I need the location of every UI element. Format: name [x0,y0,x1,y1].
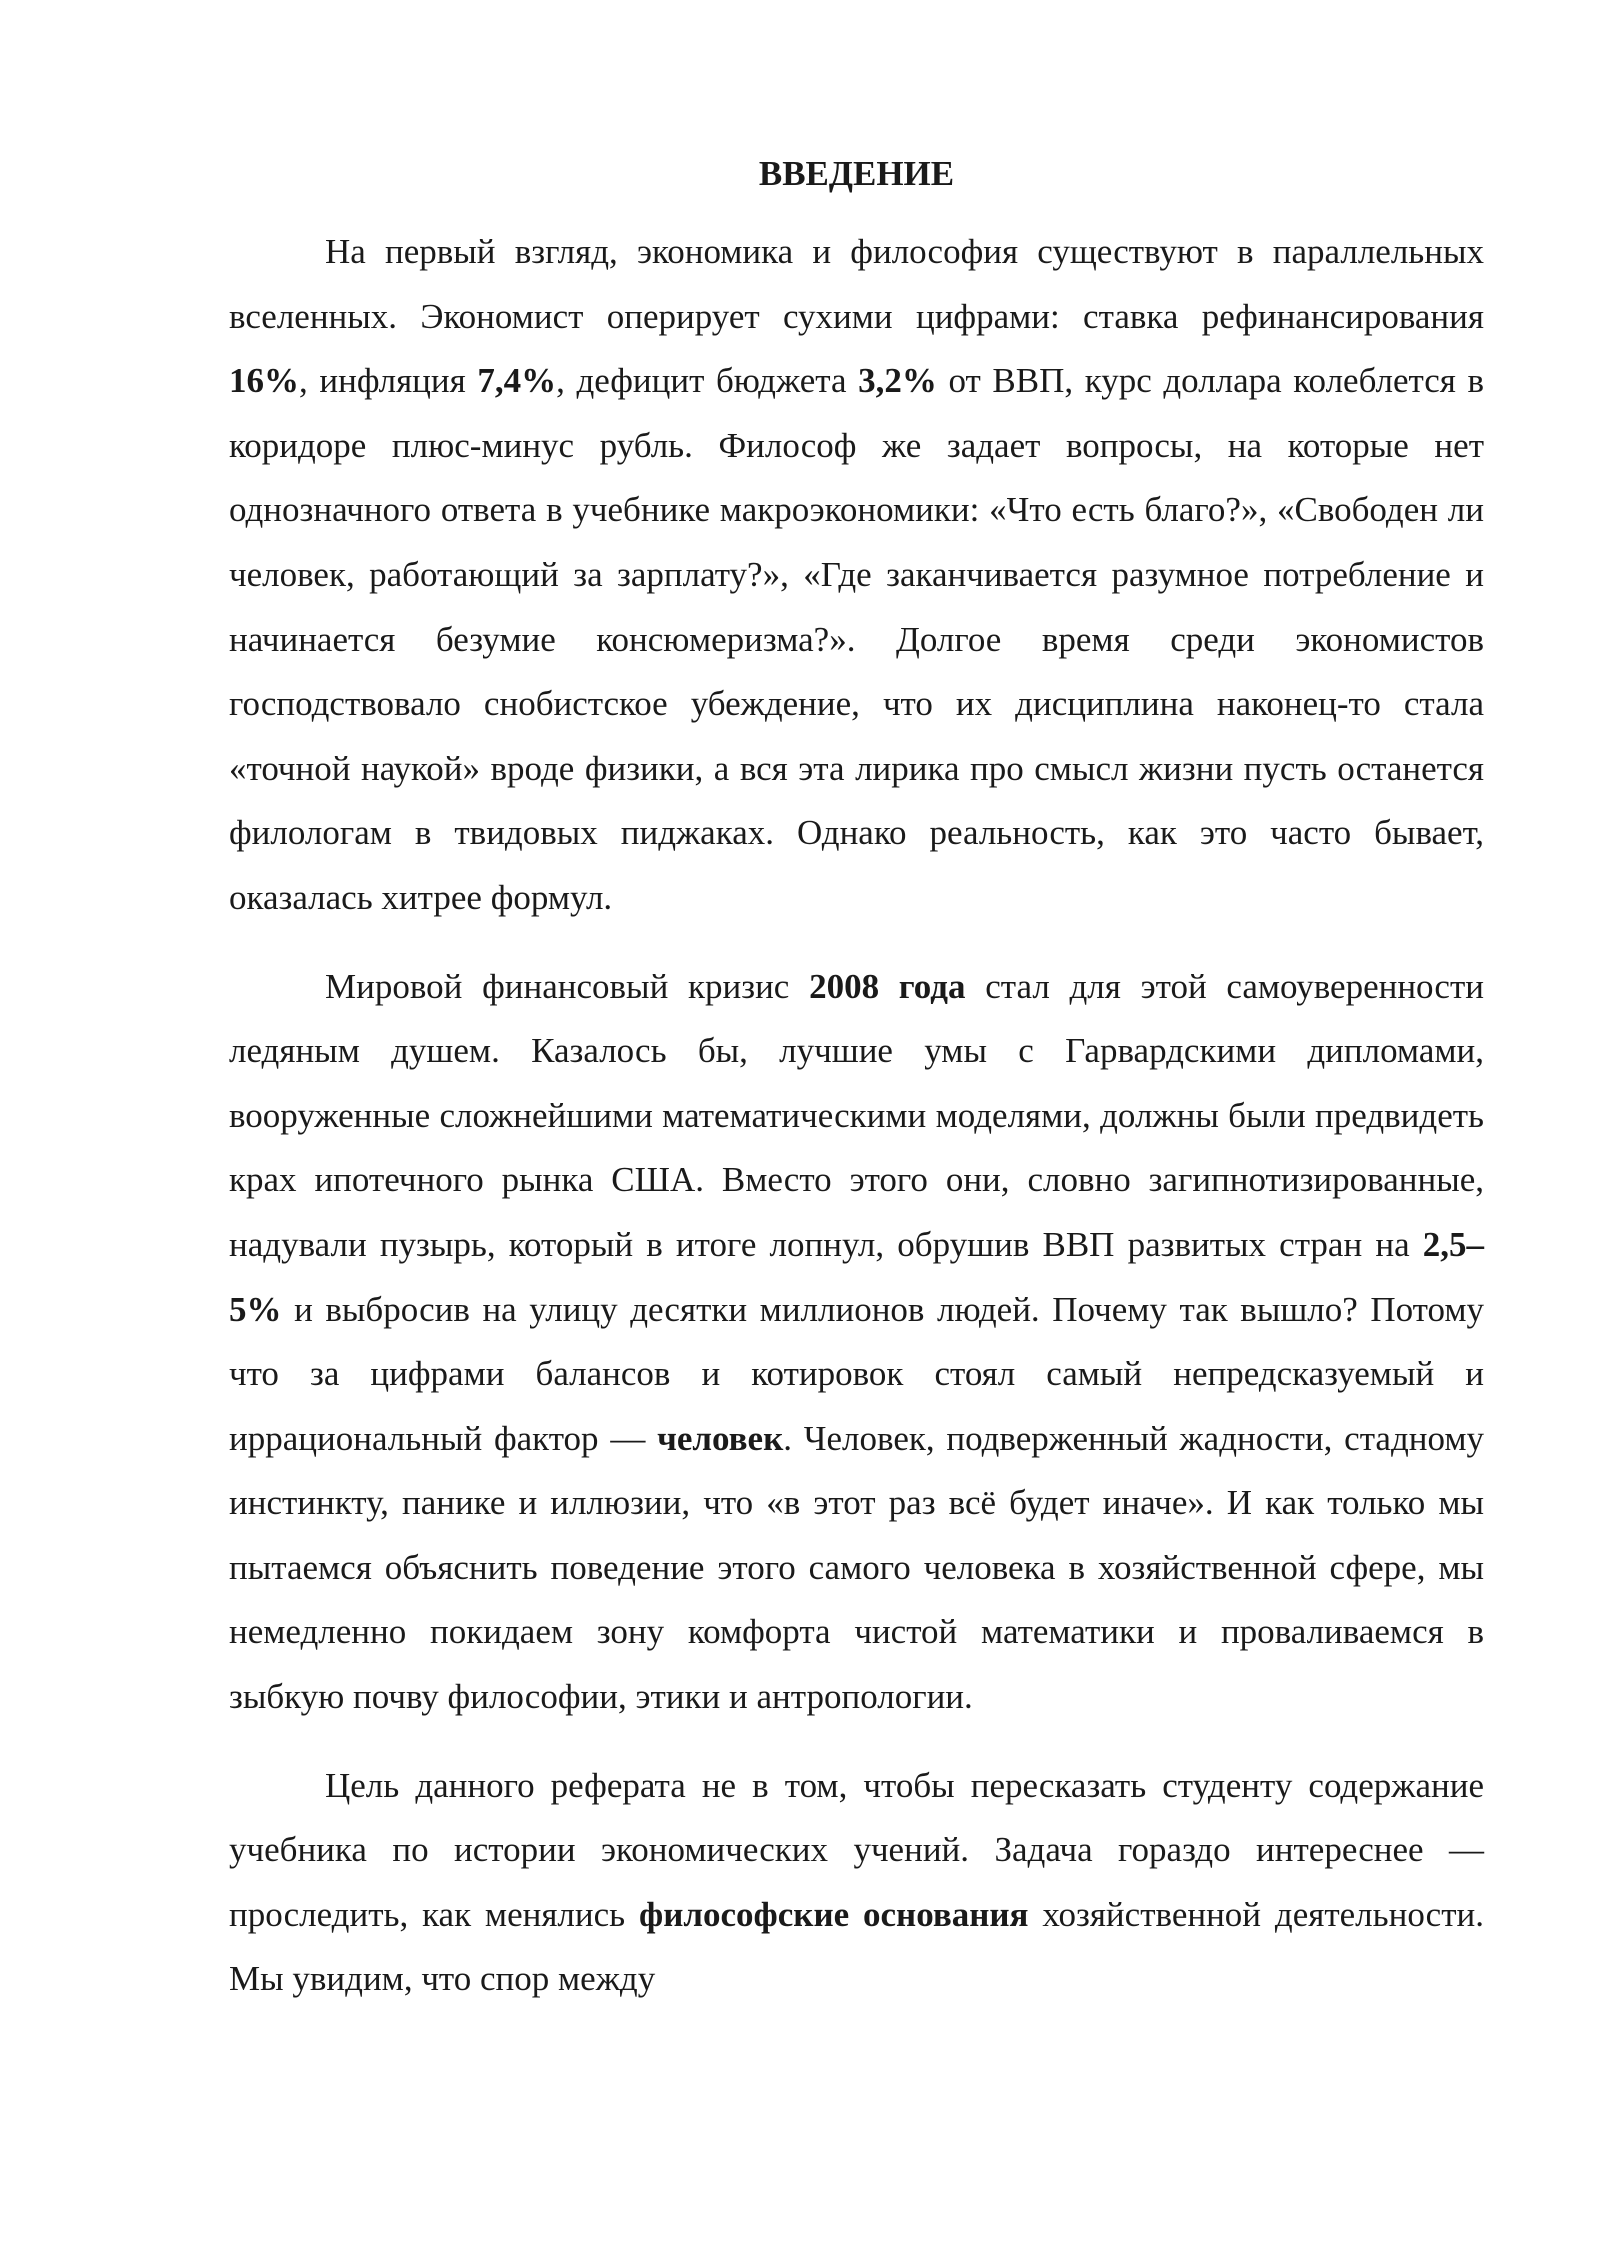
bold-phrase: философские основания [638,1894,1029,1934]
bold-figure: 2,5–5% [229,1224,1484,1329]
paragraph-3 [229,1754,1484,2012]
text-segment: от ВВП, курс доллара колеблется в коридоре плюс-минус рубль. Философ же задает вопросы, на которые нет однозначного ответа в учебнике макроэкономики: «Что есть благо?», «Свободен ли человек, работающий за зарплату?», «Где заканчивается разумное потребление и начинается безумие консюмеризма?». Долгое время среди экономистов господствовало снобистское убеждение, что их дисциплина наконец-то стала «точной наукой» вроде физики, а вся эта лирика про смысл жизни пусть останется филологам в твидовых пиджаках. Однако реальность, как это часто бывает, оказалась хитрее формул. [229,361,1484,917]
text-segment: Мировой финансовый кризис [325,966,810,1006]
paragraph-1 [229,220,1484,931]
bold-phrase: 2008 года [809,966,966,1006]
bold-figure: 7,4% [477,361,557,401]
text-segment: стал для этой самоуверенности ледяным душем. Казалось бы, лучшие умы с Гарвардскими дипломами, вооруженные сложнейшими математическими моделями, должны были предвидеть крах ипотечного рынка США. Вместо этого они, словно загипнотизированные, надували пузырь, который в итоге лопнул, обрушив ВВП развитых стран на [229,966,1484,1264]
text-segment: , дефицит бюджета [556,361,859,401]
document-title: ВВЕДЕНИЕ [758,154,955,193]
paragraph-2 [229,955,1484,1730]
text-segment: Цель данного реферата не в том, чтобы пересказать студенту содержание учебника по истории экономических учений. Задача гораздо интереснее — проследить, как менялись [229,1765,1484,1934]
text-segment: хозяйственной деятельности. Мы увидим, что спор между [229,1894,1484,1999]
text-segment: . Человек, подверженный жадности, стадному инстинкту, панике и иллюзии, что «в этот раз всё будет иначе». И как только мы пытаемся объяснить поведение этого самого человека в хозяйственной сфере, мы немедленно покидаем зону комфорта чистой математики и проваливаемся в зыбкую почву философии, этики и антропологии. [229,1418,1484,1717]
bold-figure: 3,2% [858,361,937,401]
text-segment: , инфляция [299,361,478,401]
bold-phrase: человек [657,1418,784,1458]
text-segment: На первый взгляд, экономика и философия существуют в параллельных вселенных. Экономист оперирует сухими цифрами: ставка рефинансирования [229,232,1484,336]
text-segment: и выбросив на улицу десятки миллионов людей. Почему так вышло? Потому что за цифрами балансов и котировок стоял самый непредсказуемый и иррациональный фактор — [229,1289,1484,1458]
document-body [229,142,1484,2036]
bold-figure: 16% [229,361,299,401]
